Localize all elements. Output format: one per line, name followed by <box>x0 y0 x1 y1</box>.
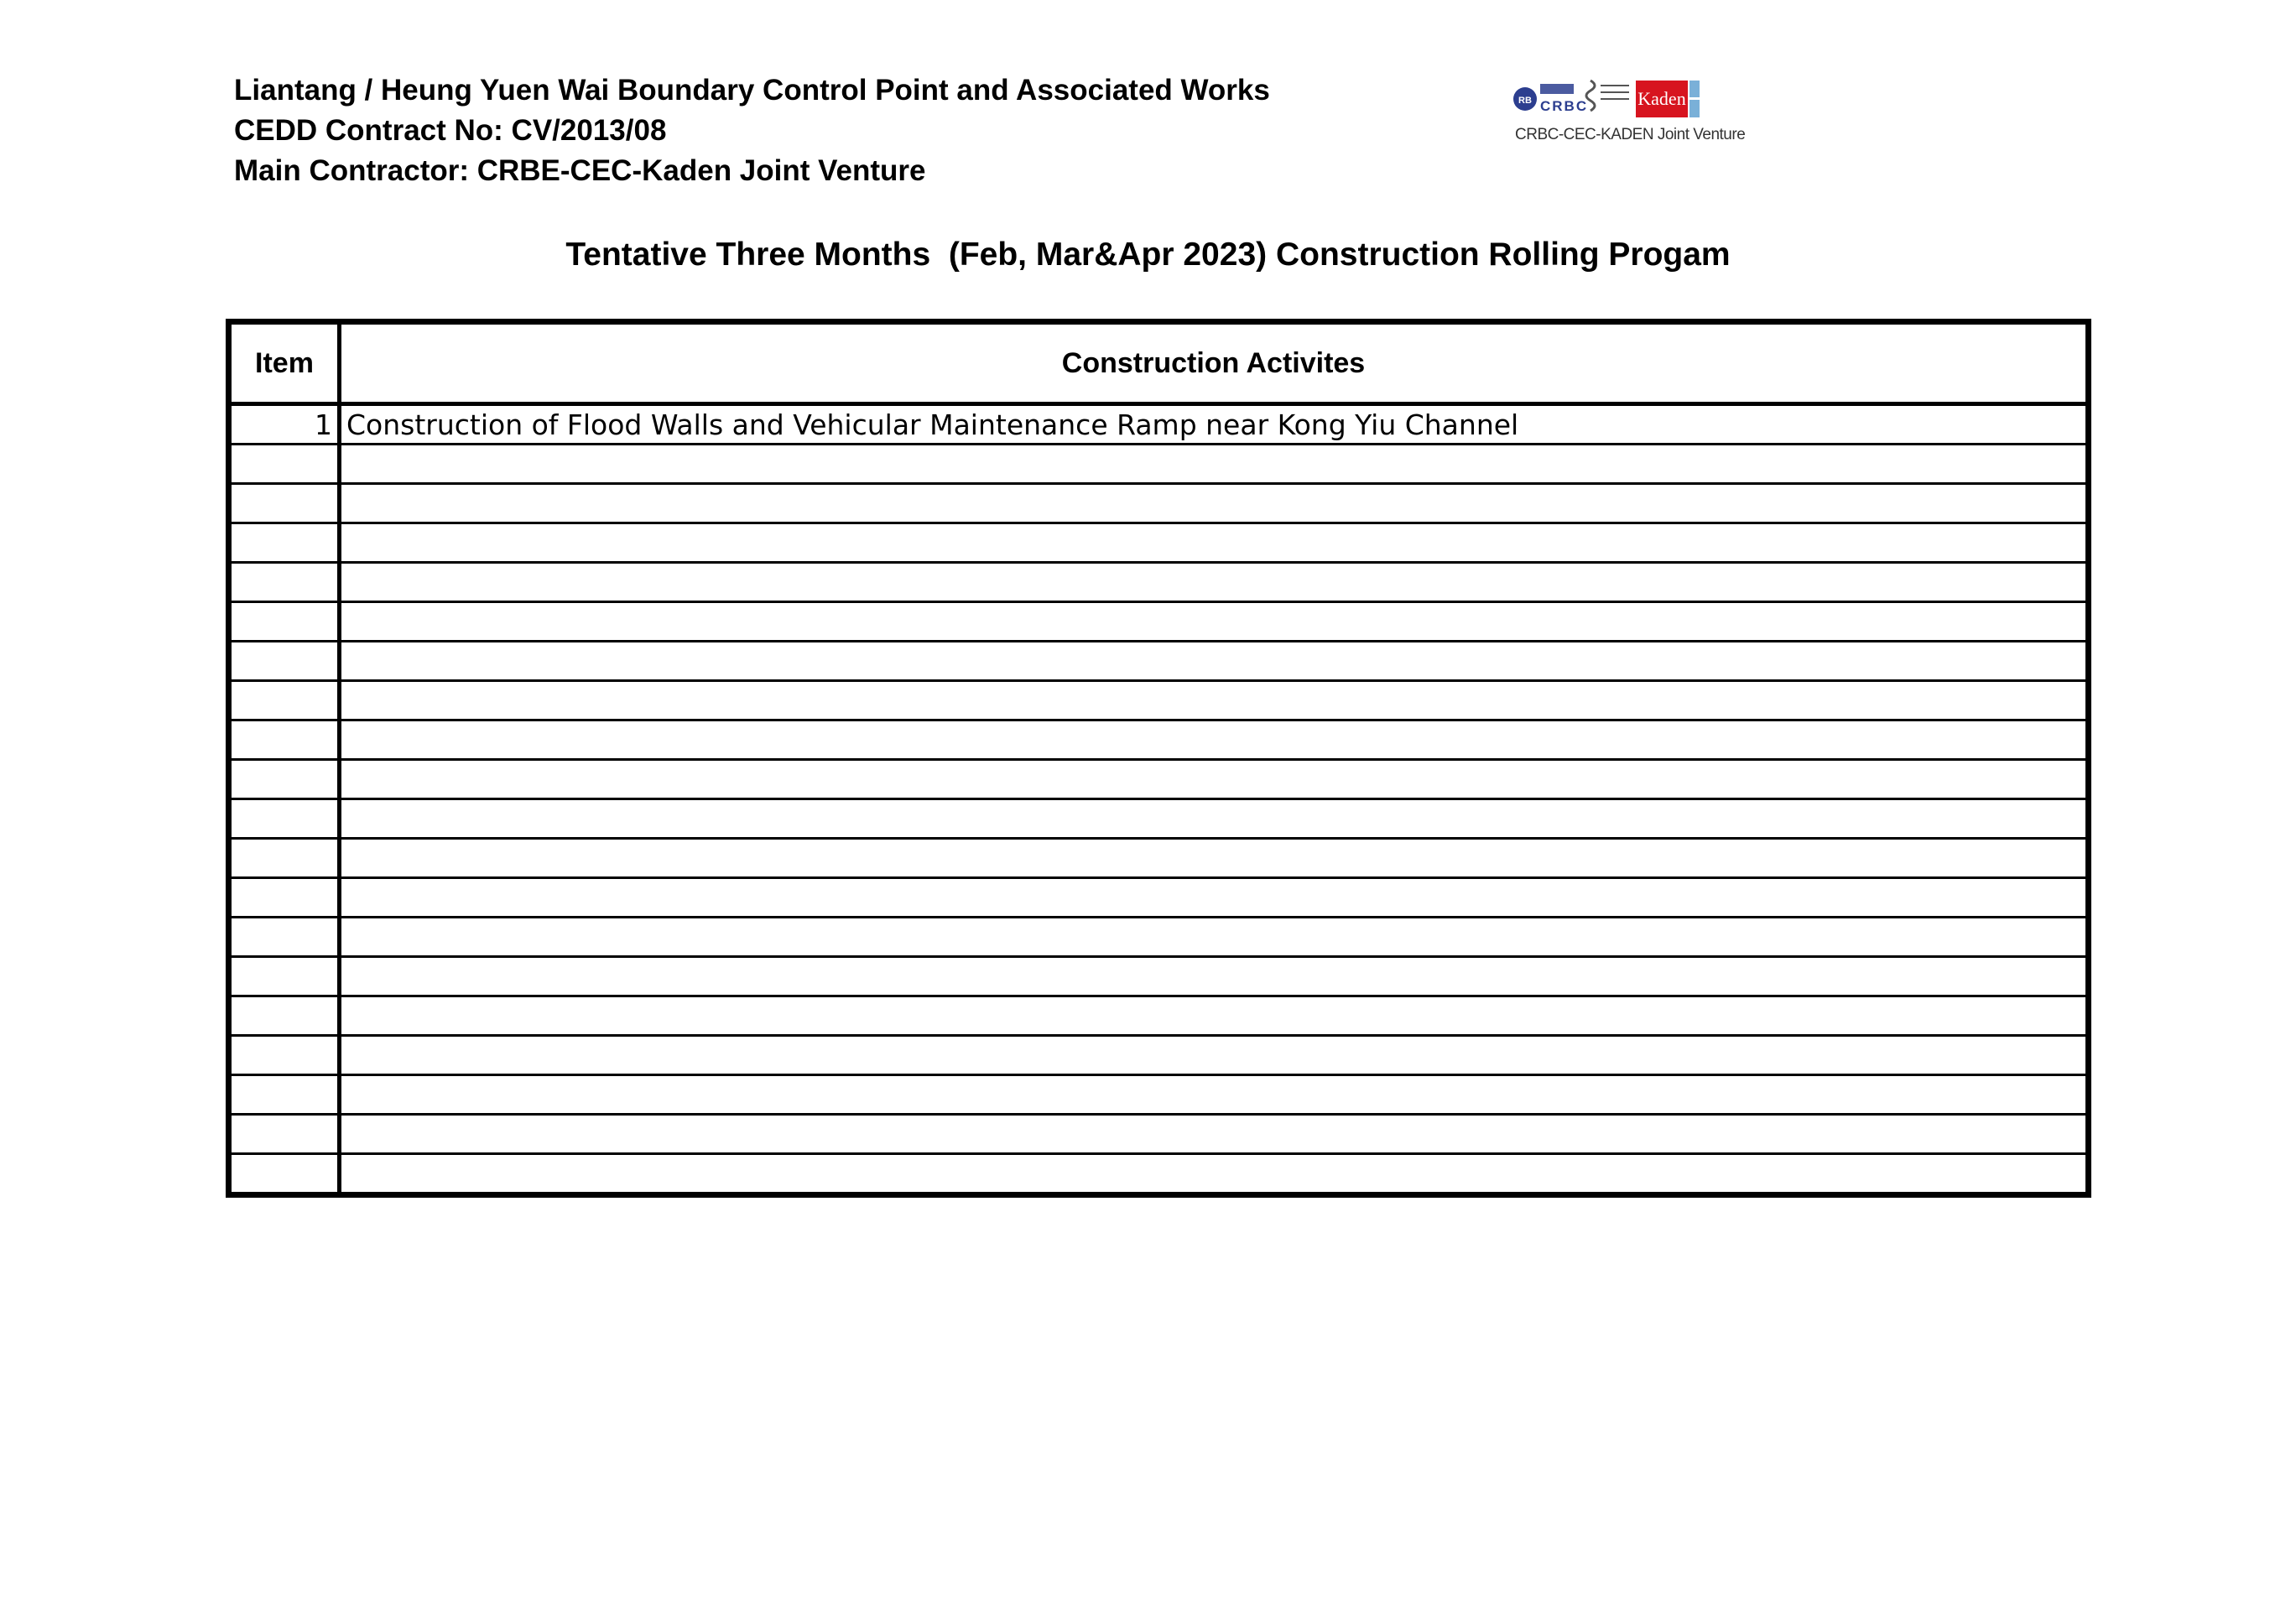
activity-cell <box>340 1154 2089 1195</box>
activity-cell <box>340 760 2089 799</box>
table-row <box>229 918 2089 957</box>
item-number-cell <box>229 839 340 878</box>
item-number-cell <box>229 720 340 760</box>
activity-cell <box>340 523 2089 563</box>
table-row <box>229 1115 2089 1154</box>
svg-text:RB: RB <box>1518 96 1532 106</box>
table-row <box>229 602 2089 642</box>
table-row <box>229 563 2089 602</box>
table-row <box>229 1075 2089 1115</box>
activity-cell <box>340 799 2089 839</box>
table-header-row <box>229 322 2089 404</box>
item-number-cell <box>229 878 340 918</box>
table-row <box>229 445 2089 484</box>
table-row <box>229 642 2089 681</box>
activity-cell <box>340 918 2089 957</box>
item-number-cell <box>229 996 340 1036</box>
item-column-header: Item <box>229 322 340 404</box>
activity-cell <box>340 602 2089 642</box>
activity-cell <box>340 484 2089 523</box>
item-number-cell <box>229 523 340 563</box>
item-number-cell: 1 <box>229 404 340 445</box>
table-row <box>229 760 2089 799</box>
table-row <box>229 996 2089 1036</box>
activity-cell: Construction of Flood Walls and Vehicular Maintenance Ramp near Kong Yiu Channel <box>340 404 2089 445</box>
item-number-cell <box>229 1115 340 1154</box>
item-number-cell <box>229 799 340 839</box>
main-contractor: Main Contractor: CRBE-CEC-Kaden Joint Venture <box>234 154 926 187</box>
table-row <box>229 404 2089 445</box>
page-title: Tentative Three Months (Feb, Mar&Apr 2023) Construction Rolling Progam <box>565 237 1731 273</box>
document-header <box>234 70 1270 191</box>
activity-cell <box>340 1115 2089 1154</box>
activity-cell <box>340 996 2089 1036</box>
item-number-cell <box>229 602 340 642</box>
table-body <box>229 404 2089 1195</box>
project-name: Liantang / Heung Yuen Wai Boundary Control Point and Associated Works <box>234 74 1270 107</box>
table-row <box>229 523 2089 563</box>
crbc-logo-text: CRBC <box>1540 98 1589 114</box>
table-row <box>229 720 2089 760</box>
activity-cell <box>340 681 2089 720</box>
item-number-cell <box>229 1036 340 1075</box>
activity-cell <box>340 1036 2089 1075</box>
activity-cell <box>340 445 2089 484</box>
item-number-cell <box>229 445 340 484</box>
logo-caption: CRBC-CEC-KADEN Joint Venture <box>1515 126 1746 143</box>
item-number-cell <box>229 957 340 996</box>
table-row <box>229 681 2089 720</box>
construction-program-table <box>226 319 2091 1198</box>
activity-cell <box>340 957 2089 996</box>
table-row <box>229 799 2089 839</box>
activities-column-header: Construction Activites <box>340 322 2089 404</box>
item-number-cell <box>229 642 340 681</box>
contract-number: CEDD Contract No: CV/2013/08 <box>234 114 667 147</box>
table-row <box>229 1036 2089 1075</box>
activity-cell <box>340 878 2089 918</box>
item-number-cell <box>229 484 340 523</box>
activity-cell <box>340 1075 2089 1115</box>
item-number-cell <box>229 563 340 602</box>
table-row <box>229 957 2089 996</box>
item-number-cell <box>229 1154 340 1195</box>
activity-cell <box>340 563 2089 602</box>
item-number-cell <box>229 681 340 720</box>
cec-logo-icon <box>1586 81 1629 111</box>
activity-cell <box>340 839 2089 878</box>
table-row <box>229 1154 2089 1195</box>
item-number-cell <box>229 1075 340 1115</box>
item-number-cell <box>229 918 340 957</box>
table-row <box>229 839 2089 878</box>
table-row <box>229 878 2089 918</box>
table-row <box>229 484 2089 523</box>
activity-cell <box>340 642 2089 681</box>
kaden-logo-text: Kaden <box>1637 88 1686 109</box>
item-number-cell <box>229 760 340 799</box>
activity-cell <box>340 720 2089 760</box>
